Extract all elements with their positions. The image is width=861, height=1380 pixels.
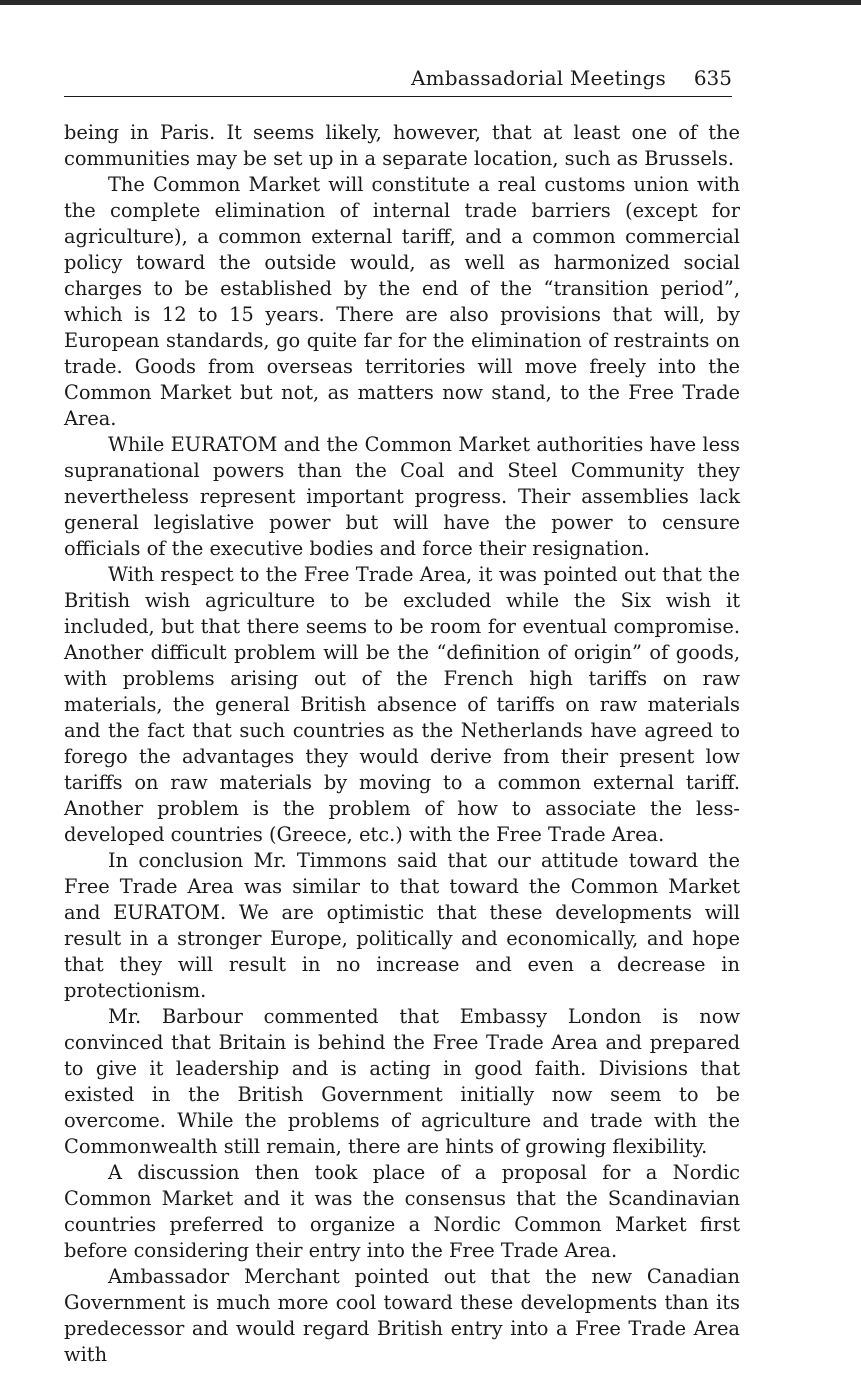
page-top-edge <box>0 0 861 5</box>
paragraph-common-market: The Common Market will constitute a real customs union with the complete elimination of internal trade barriers (except for agriculture), a common external tariff, and a common commercial policy toward the outside would, as well as harmonized social charges to be established by the end of the “transition period”, which is 12 to 15 years. There are also provisions that will, by European standards, go quite far for the elimination of restraints on trade. Goods from overseas territories will move freely into the Common Market but not, as matters now stand, to the Free Trade Area. <box>64 173 740 430</box>
paragraph-timmons-conclusion: In conclusion Mr. Timmons said that our attitude toward the Free Trade Area was similar to that toward the Common Market and EURATOM. We are optimistic that these developments will result in a stronger Europe, politically and economically, and hope that they will result in no increase and even a decrease in protectionism. <box>64 849 740 1002</box>
paragraph-merchant-canada: Ambassador Merchant pointed out that the new Canadian Government is much more cool toward these developments than its predecessor and would regard British entry into a Free Trade Area with <box>64 1265 740 1366</box>
paragraph-barbour-comment: Mr. Barbour commented that Embassy London is now convinced that Britain is behind the Free Trade Area and prepared to give it leadership and is acting in good faith. Divisions that existed in the British Government initially now seem to be overcome. While the problems of agriculture and trade with the Commonwealth still remain, there are hints of growing flexibility. <box>64 1005 740 1158</box>
paragraph-euratom: While EURATOM and the Common Market authorities have less supranational powers than the Coal and Steel Community they nevertheless represent important progress. Their assemblies lack general legislative power but will have the power to censure officials of the executive bodies and force their resignation. <box>64 433 740 560</box>
page-number: 635 <box>693 66 732 90</box>
body-text <box>64 120 740 1368</box>
paragraph-continued: being in Paris. It seems likely, however, that at least one of the communities may be set up in a separate location, such as Brussels. <box>64 121 740 170</box>
running-header <box>64 62 732 97</box>
running-head-title: Ambassadorial Meetings <box>411 66 666 90</box>
paragraph-free-trade-area: With respect to the Free Trade Area, it was pointed out that the British wish agriculture to be excluded while the Six wish it included, but that there seems to be room for eventual compromise. Another difficult problem will be the “definition of origin” of goods, with problems arising out of the French high tariffs on raw materials, the general British absence of tariffs on raw materials and the fact that such countries as the Netherlands have agreed to forego the advantages they would derive from their present low tariffs on raw materials by moving to a common external tariff. Another problem is the problem of how to associate the less-developed countries (Greece, etc.) with the Free Trade Area. <box>64 563 740 846</box>
paragraph-nordic-market: A discussion then took place of a proposal for a Nordic Common Market and it was the consensus that the Scandinavian countries preferred to organize a Nordic Common Market first before considering their entry into the Free Trade Area. <box>64 1161 740 1262</box>
